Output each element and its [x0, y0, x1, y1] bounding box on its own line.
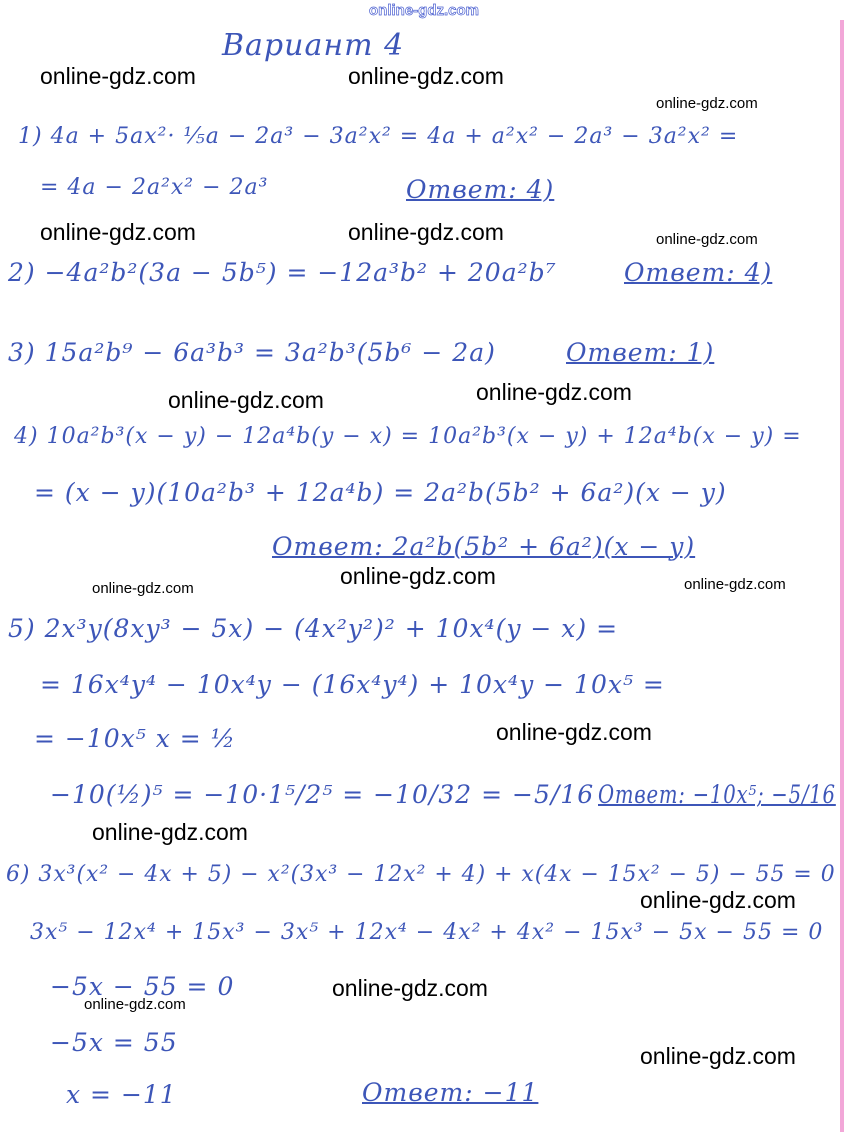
watermark: online-gdz.com — [496, 719, 652, 745]
solution-5-line-4: −10(½)⁵ = −10·1⁵/2⁵ = −10/32 = −5/16 — [50, 780, 595, 809]
solution-3-answer: Ответ: 1) — [566, 338, 715, 367]
watermark: online-gdz.com — [476, 379, 632, 405]
solution-5-line-1: 5) 2x³y(8xy³ − 5x) − (4x²y²)² + 10x⁴(y − x) = — [8, 614, 619, 643]
solution-5-line-3: = −10x⁵ x = ½ — [34, 724, 236, 753]
watermark: online-gdz.com — [640, 1043, 796, 1069]
watermark: online-gdz.com — [348, 63, 504, 89]
watermark: online-gdz.com — [684, 576, 786, 593]
solution-4-line-2: = (x − y)(10a²b³ + 12a⁴b) = 2a²b(5b² + 6a²)(x − y) — [34, 478, 727, 507]
solution-1-answer: Ответ: 4) — [406, 175, 555, 204]
watermark: online-gdz.com — [40, 219, 196, 245]
solution-6-line-2: 3x⁵ − 12x⁴ + 15x³ − 3x⁵ + 12x⁴ − 4x² + 4x² − 15x³ − 5x − 55 = 0 — [30, 920, 824, 945]
watermark: online-gdz.com — [168, 387, 324, 413]
solution-6-answer: Ответ: −11 — [362, 1078, 539, 1107]
solution-1-line-1: 1) 4a + 5ax²· ⅕a − 2a³ − 3a²x² = 4a + a²x² − 2a³ − 3a²x² = — [18, 124, 739, 149]
watermark: online-gdz.com — [656, 95, 758, 112]
solution-5-line-2: = 16x⁴y⁴ − 10x⁴y − (16x⁴y⁴) + 10x⁴y − 10x⁵ = — [40, 670, 665, 699]
solution-5-answer: Ответ: −10x⁵; −5/16 — [598, 780, 836, 809]
watermark: online-gdz.com — [92, 580, 194, 597]
solution-3-line-1: 3) 15a²b⁹ − 6a³b³ = 3a²b³(5b⁶ − 2a) — [8, 338, 496, 367]
solution-6-line-3: −5x − 55 = 0 — [50, 972, 235, 1001]
solution-1-line-2: = 4a − 2a²x² − 2a³ — [40, 175, 269, 200]
solution-6-line-4: −5x = 55 — [50, 1028, 178, 1057]
watermark: online-gdz.com — [332, 975, 488, 1001]
watermark: online-gdz.com — [348, 219, 504, 245]
watermark: online-gdz.com — [340, 563, 496, 589]
solution-6-line-1: 6) 3x³(x² − 4x + 5) − x²(3x³ − 12x² + 4) + x(4x − 15x² − 5) − 55 = 0 — [6, 862, 836, 887]
watermark: online-gdz.com — [656, 231, 758, 248]
solution-2-answer: Ответ: 4) — [624, 258, 773, 287]
solution-6-line-5: x = −11 — [66, 1080, 177, 1109]
solution-4-line-1: 4) 10a²b³(x − y) − 12a⁴b(y − x) = 10a²b³(x − y) + 12a⁴b(x − y) = — [14, 424, 802, 449]
site-header-watermark: online-gdz.com — [369, 2, 479, 19]
watermark: online-gdz.com — [92, 819, 248, 845]
margin-line — [840, 20, 844, 1132]
watermark: online-gdz.com — [640, 887, 796, 913]
variant-heading: Вариант 4 — [222, 28, 405, 63]
solution-4-answer: Ответ: 2a²b(5b² + 6a²)(x − y) — [272, 532, 696, 561]
watermark: online-gdz.com — [40, 63, 196, 89]
solution-2-line-1: 2) −4a²b²(3a − 5b⁵) = −12a³b² + 20a²b⁷ — [8, 258, 557, 287]
watermark: online-gdz.com — [84, 996, 186, 1013]
